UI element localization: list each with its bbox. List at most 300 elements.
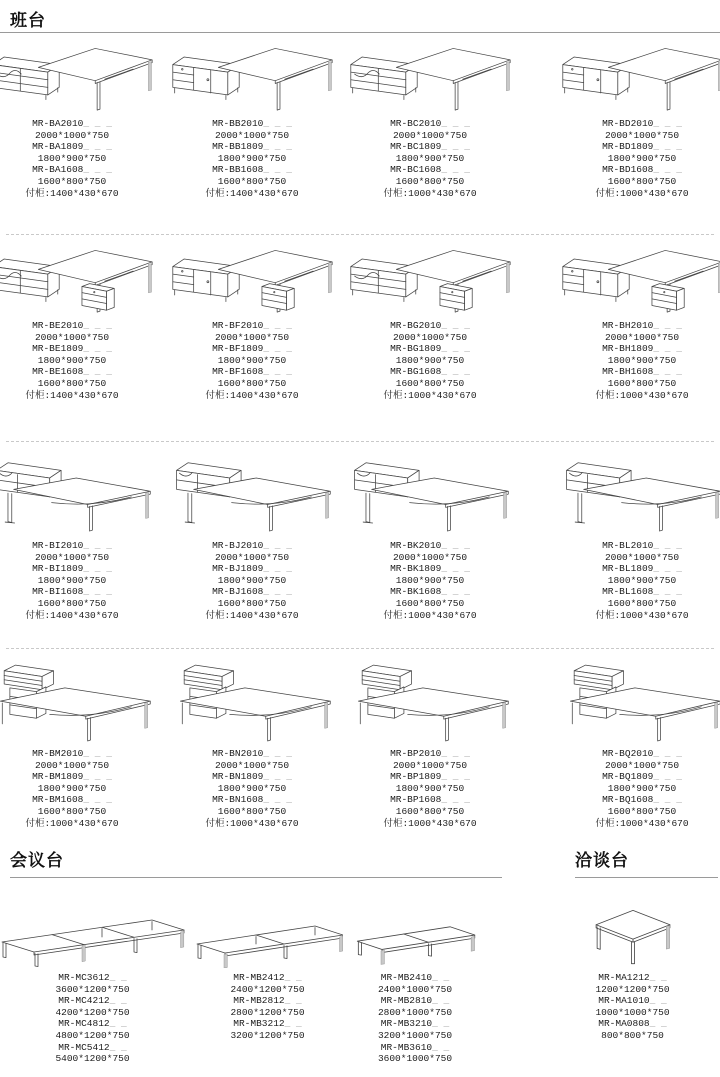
model-line (383, 748, 476, 760)
model-line (383, 164, 476, 176)
dimension-spec: 1600*800*750 (395, 377, 465, 389)
model-line (595, 118, 688, 130)
model-blank-suffix: _ _ _ (263, 366, 292, 378)
model-line (378, 1018, 452, 1030)
dimension-spec: 1200*1200*750 (595, 983, 670, 995)
model-line (205, 540, 298, 552)
model-line (595, 141, 688, 153)
model-code: MR-BI1809 (32, 563, 84, 575)
product-specs (25, 748, 118, 829)
product-item (565, 888, 700, 1042)
model-line (205, 320, 298, 332)
model-code: MR-BD2010 (602, 118, 654, 129)
dimension-spec: 1800*900*750 (395, 354, 465, 366)
model-line (595, 563, 688, 575)
model-code: MR-BI1608 (32, 586, 84, 598)
model-line (205, 771, 298, 783)
dimension-spec: 1600*800*750 (217, 377, 287, 389)
model-blank-suffix: _ _ _ (83, 141, 112, 153)
model-code: MR-MB3210 (380, 1018, 433, 1030)
dimension-spec: 1600*800*750 (395, 175, 465, 187)
model-code: MR-BB1809 (212, 141, 264, 153)
dimension-spec: 1800*900*750 (607, 354, 677, 366)
model-code: MR-BD1809 (602, 141, 654, 153)
model-code: MR-BH2010 (602, 320, 654, 331)
dimension-spec: 1800*900*750 (607, 152, 677, 164)
model-code: MR-BG1809 (390, 343, 442, 355)
model-blank-suffix: _ _ _ (83, 563, 112, 575)
row-separator (6, 441, 714, 442)
model-code: MR-BD1608 (602, 164, 654, 176)
dimension-spec: 2000*1000*750 (604, 759, 680, 771)
model-line (55, 1042, 129, 1054)
model-line (595, 995, 669, 1007)
dimension-spec: 1600*800*750 (217, 805, 287, 817)
model-blank-suffix: _ _ _ (653, 164, 682, 176)
product-item (172, 452, 332, 621)
model-blank-suffix: _ _ _ (83, 118, 112, 129)
model-line (595, 164, 688, 176)
dimension-spec: 2800*1200*750 (230, 1006, 305, 1018)
product-specs (383, 118, 476, 199)
model-blank-suffix: _ _ _ (653, 366, 682, 378)
model-code: MR-MA0808 (598, 1018, 650, 1030)
model-line (55, 995, 129, 1007)
model-code: MR-BL1809 (602, 563, 654, 575)
product-item (562, 40, 720, 199)
dimension-spec: 2800*1000*750 (377, 1006, 453, 1018)
model-blank-suffix: _ _ _ (83, 540, 112, 551)
model-blank-suffix: _ _ _ (653, 748, 682, 759)
model-line (383, 563, 476, 575)
product-specs (205, 118, 298, 199)
model-line (378, 972, 452, 984)
huiyitai-title-rule (10, 877, 502, 878)
model-line (25, 141, 118, 153)
model-blank-suffix: _ _ _ (263, 320, 292, 331)
model-code: MR-BI2010 (32, 540, 84, 551)
model-code: MR-BB1608 (212, 164, 264, 176)
model-blank-suffix: _ _ (432, 1018, 450, 1030)
model-code: MR-BH1608 (602, 366, 654, 378)
dimension-spec: 1800*900*750 (607, 574, 677, 586)
model-code: MR-MC5412 (58, 1041, 110, 1053)
model-blank-suffix: _ _ (109, 1018, 127, 1030)
model-code: MR-MC4212 (58, 995, 110, 1007)
cabinet-spec: 付柜:1000*430*670 (383, 389, 477, 401)
model-line (205, 343, 298, 355)
model-line (25, 343, 118, 355)
cabinet-spec: 付柜:1400*430*670 (25, 389, 119, 401)
dimension-spec: 1800*900*750 (217, 782, 287, 794)
model-line (205, 586, 298, 598)
cabinet-spec: 付柜:1400*430*670 (205, 609, 299, 621)
model-blank-suffix: _ _ _ (83, 771, 112, 783)
model-line (205, 748, 298, 760)
model-code: MR-BL1608 (602, 586, 654, 598)
model-line (383, 343, 476, 355)
model-blank-suffix: _ _ _ (83, 748, 112, 759)
model-blank-suffix: _ _ (649, 972, 667, 983)
dimension-spec: 2000*1000*750 (34, 129, 110, 141)
model-code: MR-BG2010 (390, 320, 442, 331)
model-code: MR-MB3212 (233, 1018, 285, 1030)
model-line (230, 995, 304, 1007)
model-code: MR-BF1809 (212, 343, 264, 355)
model-line (25, 586, 118, 598)
dimension-spec: 1800*900*750 (37, 152, 107, 164)
model-code: MR-MB2412 (233, 972, 285, 983)
cabinet-spec: 付柜:1000*430*670 (205, 817, 299, 829)
model-blank-suffix: _ _ _ (441, 118, 470, 129)
conf-2a-line-drawing (190, 888, 345, 968)
product-item (350, 242, 510, 401)
product-item (0, 242, 152, 401)
section-title-bantai: 班台 (10, 11, 46, 30)
model-blank-suffix: _ _ (109, 1041, 127, 1053)
product-specs (205, 540, 298, 621)
model-line (595, 586, 688, 598)
dimension-spec: 3600*1000*750 (377, 1053, 453, 1065)
cabinet-spec: 付柜:1000*430*670 (25, 817, 119, 829)
model-code: MR-BL2010 (602, 540, 654, 551)
model-line (230, 1018, 304, 1030)
model-line (383, 320, 476, 332)
model-blank-suffix: _ _ (432, 1041, 450, 1053)
model-blank-suffix: _ _ _ (441, 586, 470, 598)
dimension-spec: 4200*1200*750 (55, 1006, 130, 1018)
cabinet-spec: 付柜:1400*430*670 (205, 389, 299, 401)
model-code: MR-BM1608 (32, 794, 84, 806)
dimension-spec: 1800*900*750 (37, 782, 107, 794)
model-blank-suffix: _ _ (432, 995, 450, 1007)
conf-3-line-drawing (0, 888, 185, 968)
model-line (205, 141, 298, 153)
model-blank-suffix: _ _ _ (653, 118, 682, 129)
desk-h-line-drawing (562, 452, 720, 536)
product-specs (595, 118, 688, 199)
dimension-spec: 1800*900*750 (607, 782, 677, 794)
model-code: MR-BN2010 (212, 748, 264, 759)
model-code: MR-BQ1809 (602, 771, 654, 783)
model-line (383, 794, 476, 806)
dimension-spec: 2000*1000*750 (392, 331, 468, 343)
dimension-spec: 2000*1000*750 (604, 129, 680, 141)
model-line (595, 320, 688, 332)
model-line (25, 164, 118, 176)
dimension-spec: 2000*1000*750 (392, 759, 468, 771)
model-blank-suffix: _ _ _ (263, 748, 292, 759)
dimension-spec: 1600*800*750 (395, 597, 465, 609)
product-specs (205, 320, 298, 401)
model-line (383, 586, 476, 598)
desk-c-line-drawing (350, 660, 510, 744)
dimension-spec: 1800*900*750 (217, 354, 287, 366)
dimension-spec: 2000*1000*750 (34, 331, 110, 343)
dimension-spec: 5400*1200*750 (55, 1053, 130, 1065)
model-line (383, 118, 476, 130)
model-line (595, 771, 688, 783)
dimension-spec: 1600*800*750 (37, 175, 107, 187)
model-line (383, 366, 476, 378)
model-code: MR-BK1608 (390, 586, 442, 598)
model-code: MR-MC4812 (58, 1018, 110, 1030)
model-blank-suffix: _ _ _ (263, 141, 292, 153)
model-line (25, 748, 118, 760)
model-code: MR-BB2010 (212, 118, 264, 129)
product-item (0, 888, 185, 1065)
model-line (383, 141, 476, 153)
model-code: MR-BQ1608 (602, 794, 654, 806)
model-code: MR-BA2010 (32, 118, 84, 129)
model-blank-suffix: _ _ _ (653, 586, 682, 598)
model-code: MR-BN1608 (212, 794, 264, 806)
model-code: MR-MB2812 (233, 995, 285, 1007)
model-blank-suffix: _ _ (284, 1018, 302, 1030)
model-blank-suffix: _ _ _ (263, 118, 292, 129)
model-code: MR-BJ1608 (212, 586, 264, 598)
conf-2b-line-drawing (345, 888, 485, 968)
product-specs (25, 540, 118, 621)
bantai-title-rule (0, 32, 720, 33)
model-blank-suffix: _ _ _ (441, 748, 470, 759)
desk-h-line-drawing (0, 452, 152, 536)
model-code: MR-BK1809 (390, 563, 442, 575)
model-line (25, 540, 118, 552)
model-blank-suffix: _ _ _ (83, 320, 112, 331)
dimension-spec: 2000*1000*750 (604, 331, 680, 343)
model-line (25, 320, 118, 332)
product-item (172, 242, 332, 401)
model-code: MR-BC1608 (390, 164, 442, 176)
model-line (205, 118, 298, 130)
desk-ap-line-drawing (350, 242, 510, 316)
model-line (595, 972, 669, 984)
desk-b-line-drawing (562, 40, 720, 114)
cabinet-spec: 付柜:1000*430*670 (383, 609, 477, 621)
dimension-spec: 2000*1000*750 (214, 129, 290, 141)
model-blank-suffix: _ _ _ (263, 563, 292, 575)
model-blank-suffix: _ _ (649, 1018, 667, 1030)
model-blank-suffix: _ _ _ (263, 343, 292, 355)
model-blank-suffix: _ _ (432, 972, 450, 983)
model-code: MR-BE1608 (32, 366, 84, 378)
model-line (595, 343, 688, 355)
cabinet-spec: 付柜:1000*430*670 (595, 817, 689, 829)
cabinet-spec: 付柜:1400*430*670 (25, 609, 119, 621)
dimension-spec: 2000*1000*750 (214, 551, 290, 563)
model-blank-suffix: _ _ _ (653, 771, 682, 783)
product-item (190, 888, 345, 1042)
model-code: MR-BF1608 (212, 366, 264, 378)
desk-b-line-drawing (172, 40, 332, 114)
desk-h-line-drawing (350, 452, 510, 536)
model-code: MR-MB3610 (380, 1041, 433, 1053)
product-item (562, 452, 720, 621)
dimension-spec: 2400*1200*750 (230, 983, 305, 995)
model-line (383, 771, 476, 783)
dimension-spec: 1800*900*750 (395, 574, 465, 586)
model-blank-suffix: _ _ _ (441, 164, 470, 176)
model-code: MR-BJ2010 (212, 540, 264, 551)
model-blank-suffix: _ _ _ (441, 794, 470, 806)
product-specs (205, 748, 298, 829)
model-code: MR-BM2010 (32, 748, 84, 759)
model-line (595, 1018, 669, 1030)
product-specs (55, 972, 129, 1065)
model-line (595, 540, 688, 552)
cabinet-spec: 付柜:1400*430*670 (25, 187, 119, 199)
model-code: MR-BK2010 (390, 540, 442, 551)
product-item (350, 452, 510, 621)
dimension-spec: 2000*1000*750 (214, 759, 290, 771)
model-blank-suffix: _ _ (284, 995, 302, 1007)
dimension-spec: 1600*800*750 (607, 805, 677, 817)
dimension-spec: 1000*1000*750 (595, 1006, 670, 1018)
dimension-spec: 1600*800*750 (217, 597, 287, 609)
cabinet-spec: 付柜:1400*430*670 (205, 187, 299, 199)
dimension-spec: 2000*1000*750 (34, 759, 110, 771)
model-blank-suffix: _ _ _ (263, 771, 292, 783)
desk-bp-line-drawing (562, 242, 720, 316)
model-blank-suffix: _ _ _ (263, 586, 292, 598)
model-code: MR-BE2010 (32, 320, 84, 331)
model-blank-suffix: _ _ (284, 972, 302, 983)
model-code: MR-BA1608 (32, 164, 84, 176)
desk-c-line-drawing (0, 660, 152, 744)
qiatantai-title-rule (575, 877, 718, 878)
desk-a-line-drawing (350, 40, 510, 114)
model-code: MR-BJ1809 (212, 563, 264, 575)
desk-c-line-drawing (172, 660, 332, 744)
dimension-spec: 1800*900*750 (395, 152, 465, 164)
product-item (345, 888, 485, 1065)
section-title-huiyitai: 会议台 (10, 851, 64, 870)
dimension-spec: 1800*900*750 (37, 354, 107, 366)
model-blank-suffix: _ _ _ (441, 366, 470, 378)
dimension-spec: 2000*1000*750 (34, 551, 110, 563)
product-item (172, 40, 332, 199)
model-blank-suffix: _ _ _ (653, 563, 682, 575)
model-code: MR-MB2410 (380, 972, 433, 983)
model-blank-suffix: _ _ _ (441, 771, 470, 783)
model-line (25, 563, 118, 575)
product-item (0, 660, 152, 829)
dimension-spec: 3200*1200*750 (230, 1029, 305, 1041)
model-blank-suffix: _ _ _ (83, 586, 112, 598)
dimension-spec: 4800*1200*750 (55, 1029, 130, 1041)
desk-c-line-drawing (562, 660, 720, 744)
model-blank-suffix: _ _ _ (441, 320, 470, 331)
model-code: MR-BP2010 (390, 748, 442, 759)
product-specs (595, 748, 688, 829)
model-code: MR-BA1809 (32, 141, 84, 153)
model-code: MR-BC1809 (390, 141, 442, 153)
model-blank-suffix: _ _ (109, 995, 127, 1007)
model-code: MR-BP1608 (390, 794, 442, 806)
model-line (55, 972, 129, 984)
model-line (25, 794, 118, 806)
dimension-spec: 2000*1000*750 (392, 129, 468, 141)
dimension-spec: 2000*1000*750 (392, 551, 468, 563)
model-blank-suffix: _ _ _ (653, 540, 682, 551)
row-separator (6, 234, 714, 235)
model-blank-suffix: _ _ _ (653, 343, 682, 355)
model-code: MR-MA1010 (598, 995, 650, 1007)
product-item (172, 660, 332, 829)
dimension-spec: 1800*900*750 (37, 574, 107, 586)
dimension-spec: 1600*800*750 (607, 597, 677, 609)
desk-a-line-drawing (0, 40, 152, 114)
cabinet-spec: 付柜:1000*430*670 (383, 817, 477, 829)
product-specs (383, 540, 476, 621)
model-blank-suffix: _ _ _ (83, 164, 112, 176)
cabinet-spec: 付柜:1000*430*670 (595, 187, 689, 199)
dimension-spec: 1800*900*750 (217, 152, 287, 164)
dimension-spec: 1800*900*750 (395, 782, 465, 794)
model-blank-suffix: _ _ _ (441, 141, 470, 153)
model-line (205, 164, 298, 176)
model-blank-suffix: _ _ _ (653, 320, 682, 331)
cabinet-spec: 付柜:1000*430*670 (383, 187, 477, 199)
model-code: MR-BP1809 (390, 771, 442, 783)
model-blank-suffix: _ _ _ (263, 540, 292, 551)
dimension-spec: 1600*800*750 (37, 805, 107, 817)
dimension-spec: 2400*1000*750 (377, 983, 453, 995)
product-item (350, 660, 510, 829)
dimension-spec: 1600*800*750 (607, 377, 677, 389)
model-blank-suffix: _ _ _ (441, 563, 470, 575)
model-code: MR-BQ2010 (602, 748, 654, 759)
model-line (205, 563, 298, 575)
model-line (595, 794, 688, 806)
product-specs (378, 972, 452, 1065)
model-code: MR-BN1809 (212, 771, 264, 783)
product-item (0, 452, 152, 621)
cabinet-spec: 付柜:1000*430*670 (595, 609, 689, 621)
model-blank-suffix: _ _ _ (83, 366, 112, 378)
model-line (595, 366, 688, 378)
model-blank-suffix: _ _ (649, 995, 667, 1007)
product-specs (595, 540, 688, 621)
model-blank-suffix: _ _ _ (263, 164, 292, 176)
model-line (25, 118, 118, 130)
product-specs (595, 320, 688, 401)
dimension-spec: 2000*1000*750 (214, 331, 290, 343)
product-specs (25, 320, 118, 401)
product-specs (25, 118, 118, 199)
model-blank-suffix: _ _ _ (263, 794, 292, 806)
model-code: MR-MA1212 (598, 972, 650, 983)
model-line (378, 995, 452, 1007)
model-code: MR-BH1809 (602, 343, 654, 355)
model-line (595, 748, 688, 760)
model-code: MR-BF2010 (212, 320, 264, 331)
dimension-spec: 1600*800*750 (37, 377, 107, 389)
model-blank-suffix: _ _ _ (653, 141, 682, 153)
dimension-spec: 3600*1200*750 (55, 983, 130, 995)
model-line (55, 1018, 129, 1030)
model-line (205, 794, 298, 806)
cabinet-spec: 付柜:1000*430*670 (595, 389, 689, 401)
model-blank-suffix: _ _ _ (653, 794, 682, 806)
table-sq-line-drawing (565, 888, 700, 968)
model-blank-suffix: _ _ _ (83, 794, 112, 806)
product-specs (383, 748, 476, 829)
section-title-qiatantai: 洽谈台 (575, 851, 629, 870)
dimension-spec: 800*800*750 (601, 1029, 664, 1041)
model-line (230, 972, 304, 984)
